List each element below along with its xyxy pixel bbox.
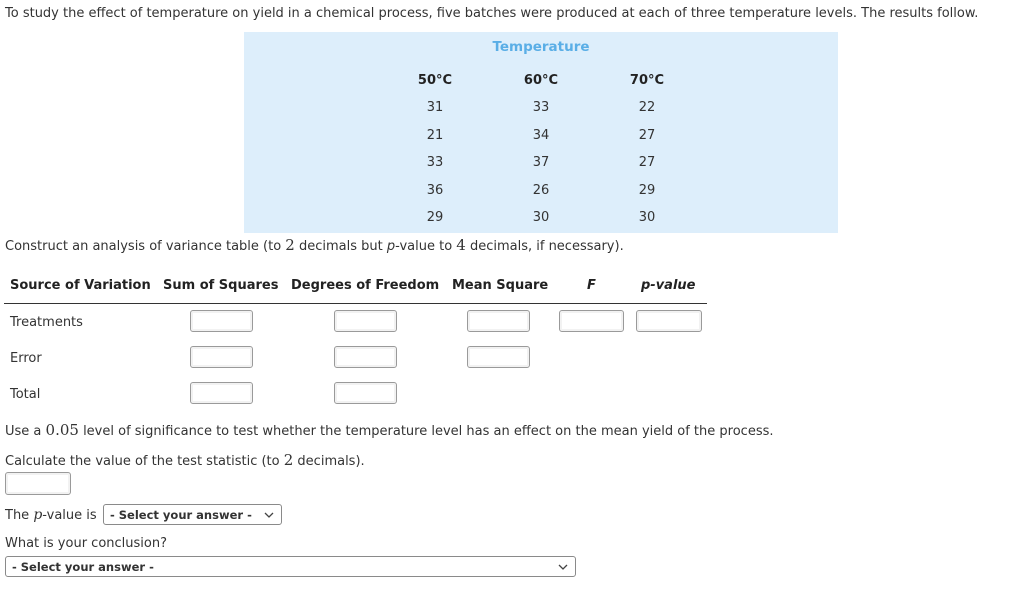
pvalue-select[interactable]	[103, 504, 282, 525]
header-source: Source of Variation	[10, 278, 151, 293]
table-cell: 37	[532, 155, 550, 170]
treatments-pvalue-input[interactable]	[636, 310, 702, 332]
alpha-value: 0.05	[45, 421, 79, 439]
select-value: - Select your answer -	[12, 560, 154, 574]
instruction-text: Use a	[5, 424, 46, 439]
instruction-text: decimals but	[294, 239, 387, 254]
significance-instruction	[5, 421, 774, 439]
test-statistic-input[interactable]	[5, 472, 71, 495]
chevron-down-icon	[557, 561, 569, 573]
treatments-ms-input[interactable]	[467, 310, 530, 332]
select-value: - Select your answer -	[110, 508, 252, 522]
table-cell: 22	[638, 100, 656, 115]
treatments-ss-input[interactable]	[190, 310, 253, 332]
table-cell: 21	[426, 128, 444, 143]
instruction-text: decimals).	[293, 454, 365, 469]
instruction-text: decimals, if necessary).	[465, 239, 624, 254]
decimals-number: 2	[285, 236, 295, 254]
treatments-f-input[interactable]	[559, 310, 624, 332]
row-label-treatments: Treatments	[10, 315, 83, 330]
header-p-value: p-value	[641, 278, 696, 293]
column-header: 60°C	[523, 73, 559, 88]
instruction-text: level of significance to test whether the temperature level has an effect on the mean yield of the process.	[78, 424, 774, 439]
error-ss-input[interactable]	[190, 346, 253, 368]
chevron-down-icon	[263, 509, 275, 521]
column-header: 50°C	[417, 73, 453, 88]
table-cell: 31	[426, 100, 444, 115]
temperature-data-table	[244, 32, 838, 233]
construct-instruction	[5, 236, 624, 254]
conclusion-question: What is your conclusion?	[5, 536, 167, 551]
decimals-number: 4	[456, 236, 466, 254]
table-cell: 33	[532, 100, 550, 115]
error-ms-input[interactable]	[467, 346, 530, 368]
p-variable: p	[386, 239, 396, 254]
header-degrees-of-freedom: Degrees of Freedom	[291, 278, 440, 293]
table-title: Temperature	[492, 39, 590, 55]
header-f: F	[587, 278, 596, 293]
conclusion-select[interactable]	[5, 556, 576, 577]
decimals-number: 2	[283, 451, 294, 469]
instruction-text: -value is	[42, 508, 97, 523]
instruction-text: -value to	[395, 239, 457, 254]
table-cell: 30	[638, 210, 656, 225]
table-cell: 27	[638, 155, 656, 170]
header-divider	[4, 303, 707, 304]
table-cell: 30	[532, 210, 550, 225]
header-sum-of-squares: Sum of Squares	[163, 278, 279, 293]
table-cell: 36	[426, 183, 444, 198]
column-header: 70°C	[629, 73, 665, 88]
test-statistic-instruction	[5, 451, 365, 469]
table-cell: 27	[638, 128, 656, 143]
header-mean-square: Mean Square	[452, 278, 549, 293]
table-cell: 33	[426, 155, 444, 170]
p-variable: p	[33, 507, 43, 523]
pvalue-prompt	[5, 507, 97, 523]
table-cell: 34	[532, 128, 550, 143]
instruction-text: The	[5, 508, 34, 523]
intro-text: To study the effect of temperature on yield in a chemical process, five batches were produced at each of three temperature levels. The results follow.	[5, 6, 979, 21]
treatments-df-input[interactable]	[334, 310, 397, 332]
instruction-text: Calculate the value of the test statistic (to	[5, 454, 284, 469]
table-cell: 29	[638, 183, 656, 198]
row-label-error: Error	[10, 351, 42, 366]
table-cell: 29	[426, 210, 444, 225]
total-ss-input[interactable]	[190, 382, 253, 404]
row-label-total: Total	[10, 387, 41, 402]
error-df-input[interactable]	[334, 346, 397, 368]
table-cell: 26	[532, 183, 550, 198]
instruction-text: Construct an analysis of variance table (to	[5, 239, 286, 254]
total-df-input[interactable]	[334, 382, 397, 404]
